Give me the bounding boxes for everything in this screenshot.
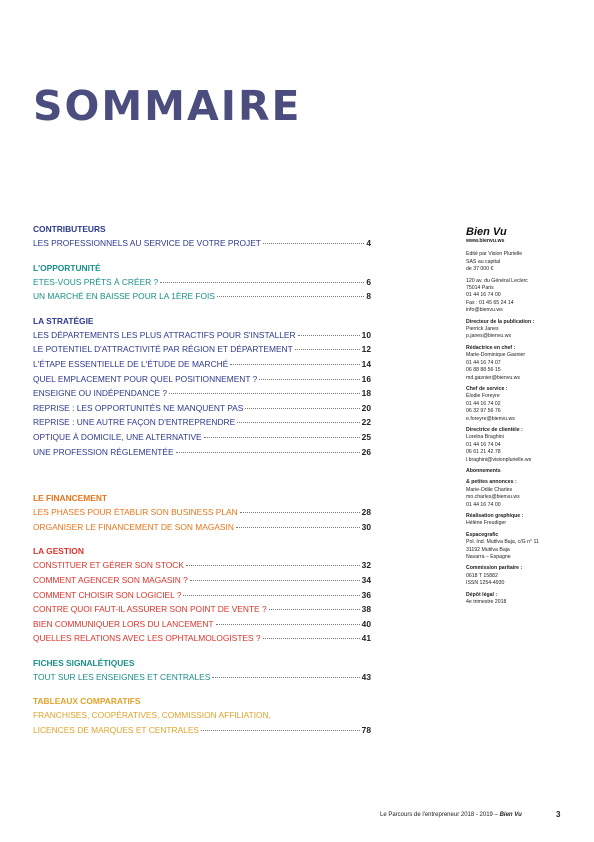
toc-section [33, 314, 371, 459]
entry-title: COMMENT CHOISIR SON LOGICIEL ? [33, 589, 182, 600]
entry-page: 20 [361, 402, 371, 413]
entry-page: 43 [361, 671, 371, 682]
masthead-line: 01 44 16 74 00 [466, 501, 501, 508]
toc-entry[interactable] [33, 445, 371, 460]
entry-page: 38 [361, 604, 371, 615]
toc-entry[interactable] [33, 342, 371, 357]
dot-leader [169, 393, 360, 394]
entry-page: 40 [361, 618, 371, 629]
page-number: 3 [556, 810, 561, 819]
section-title: FICHES SIGNALÉTIQUES [33, 657, 135, 668]
table-of-contents [33, 222, 371, 748]
toc-entry[interactable] [33, 430, 371, 445]
toc-entry[interactable] [33, 723, 371, 738]
masthead-label: Rédactrice en chef : [466, 344, 516, 351]
masthead-block [466, 532, 576, 562]
toc-entry[interactable] [33, 520, 371, 535]
dot-leader [259, 379, 359, 380]
entry-page: 16 [361, 373, 371, 384]
masthead-line: Navarra – Espagne [466, 554, 511, 561]
dot-leader [230, 364, 359, 365]
entry-page: 30 [361, 521, 371, 532]
section-spacer [33, 469, 371, 491]
toc-section [33, 694, 371, 737]
toc-entry[interactable] [33, 236, 371, 251]
masthead-block [466, 319, 576, 341]
entry-title: REPRISE : LES OPPORTUNITÉS NE MANQUENT PAS [33, 402, 244, 413]
masthead-block [466, 592, 576, 607]
toc-entry[interactable] [33, 275, 371, 290]
dot-leader [263, 243, 364, 244]
entry-page: 6 [366, 276, 371, 287]
section-title: L'OPPORTUNITÉ [33, 262, 101, 273]
masthead-line: 01 44 16 74 00 [466, 292, 501, 299]
dot-leader [217, 296, 364, 297]
entry-title: FRANCHISES, COOPÉRATIVES, COMMISSION AFFILIATION, [33, 710, 271, 721]
entry-page: 14 [361, 358, 371, 369]
toc-entry[interactable] [33, 670, 371, 685]
entry-title: BIEN COMMUNIQUER LORS DU LANCEMENT [33, 618, 214, 629]
toc-entry[interactable] [33, 357, 371, 372]
masthead-line: Pol. Ind. Mutilva Baja, c/G n° 11 [466, 539, 539, 546]
masthead-sidebar [466, 226, 576, 610]
entry-page: 8 [366, 291, 371, 302]
masthead-line: 4e trimestre 2018 [466, 599, 507, 606]
masthead-label: Réalisation graphique : [466, 513, 524, 519]
section-title: CONTRIBUTEURS [33, 224, 106, 234]
masthead-line: ISSN 1254-4930 [466, 580, 505, 587]
entry-page: 34 [361, 574, 371, 585]
dot-leader [269, 609, 360, 610]
masthead-block [466, 565, 576, 587]
masthead-line: p.janes@bienvu.ws [466, 333, 512, 340]
masthead-block [466, 251, 576, 273]
masthead-line: e.foreyre@bienvu.ws [466, 415, 515, 422]
masthead-line: 01 44 16 74 07 [466, 359, 501, 366]
footer [380, 812, 522, 818]
masthead-line: de 37 000 € [466, 266, 494, 273]
entry-title: QUELLES RELATIONS AVEC LES OPHTALMOLOGISTES ? [33, 633, 261, 644]
toc-entry[interactable] [33, 372, 371, 387]
toc-section [33, 656, 371, 685]
dot-leader [240, 512, 360, 513]
masthead-label: & petites annonces : [466, 479, 517, 486]
toc-entry[interactable] [33, 631, 371, 646]
dot-leader [212, 677, 359, 678]
dot-leader [237, 422, 360, 423]
masthead-line: 120 av. du Général Leclerc [466, 277, 528, 284]
masthead-block [466, 427, 576, 464]
entry-title: LES PHASES POUR ÉTABLIR SON BUSINESS PLAN [33, 507, 238, 518]
masthead-label: Chef de service : [466, 385, 508, 392]
masthead-block [466, 479, 576, 509]
masthead-line: Fax : 01 45 65 24 14 [466, 299, 514, 306]
masthead-line: Edité par Vision Plurielle [466, 251, 523, 258]
entry-title: UN MARCHÉ EN BAISSE POUR LA 1ÈRE FOIS [33, 291, 215, 302]
dot-leader [295, 349, 360, 350]
masthead-label: Directrice de clientèle : [466, 426, 523, 433]
dot-leader [263, 638, 360, 639]
masthead-block [466, 468, 576, 475]
section-title: TABLEAUX COMPARATIFS [33, 696, 141, 707]
entry-page: 41 [361, 633, 371, 644]
entry-title: CONTRE QUOI FAUT-IL ASSURER SON POINT DE VENTE ? [33, 604, 267, 615]
masthead-label: Directeur de la publication : [466, 318, 535, 325]
masthead-line: Marie-Odile Charles [466, 486, 513, 493]
toc-entry[interactable] [33, 328, 371, 343]
masthead-line: 06 88 88 56 15 [466, 367, 501, 374]
entry-title: CONSTITUER ET GÉRER SON STOCK [33, 560, 184, 571]
page-title: SOMMAIRE [33, 82, 302, 130]
dot-leader [298, 335, 360, 336]
masthead-line: l.braghini@visionplurielle.ws [466, 456, 532, 463]
entry-title: ETES-VOUS PRÊTS À CRÉER ? [33, 276, 159, 287]
entry-page: 32 [361, 560, 371, 571]
toc-entry[interactable] [33, 415, 371, 430]
entry-title: OPTIQUE À DOMICILE, UNE ALTERNATIVE [33, 431, 202, 442]
dot-leader [186, 565, 360, 566]
masthead-line: Pierrick Janes [466, 326, 499, 333]
masthead-line: 01 44 16 74 04 [466, 441, 501, 448]
entry-page: 10 [361, 329, 371, 340]
masthead-line: Lorelna Braghini [466, 434, 504, 441]
entry-title: LES PROFESSIONNELS AU SERVICE DE VOTRE PROJET [33, 238, 261, 248]
logo: Bien Vu [466, 226, 507, 238]
entry-title: UNE PROFESSION RÉGLEMENTÉE [33, 446, 174, 457]
entry-title: LE POTENTIEL D'ATTRACTIVITÉ PAR RÉGION ET DÉPARTEMENT [33, 344, 293, 355]
entry-title: REPRISE : UNE AUTRE FAÇON D'ENTREPRENDRE [33, 417, 236, 428]
toc-section [33, 222, 371, 251]
dot-leader [216, 624, 360, 625]
entry-title: ENSEIGNE OU INDÉPENDANCE ? [33, 388, 168, 399]
dot-leader [183, 595, 359, 596]
toc-entry[interactable] [33, 558, 371, 573]
dot-leader [201, 730, 360, 731]
entry-title: TOUT SUR LES ENSEIGNES ET CENTRALES [33, 671, 211, 682]
toc-entry[interactable] [33, 602, 371, 617]
entry-page: 12 [361, 344, 371, 355]
masthead-label: Abonnements [466, 467, 501, 474]
masthead-block [466, 278, 576, 315]
section-title: LE FINANCEMENT [33, 493, 107, 504]
entry-page: 22 [361, 417, 371, 428]
toc-entry[interactable] [33, 386, 371, 401]
masthead-line: Hélène Freudiger [466, 520, 507, 527]
website: www.bienvu.ws [466, 238, 505, 244]
toc-entry[interactable] [33, 588, 371, 603]
toc-section [33, 261, 371, 304]
toc-entry[interactable] [33, 401, 371, 416]
entry-page: 36 [361, 589, 371, 600]
entry-page: 25 [361, 431, 371, 442]
masthead-label: Espacegrafic [466, 531, 499, 538]
masthead-line: mo.charles@bienvu.ws [466, 494, 520, 501]
masthead-line: SAS au capital [466, 258, 501, 265]
entry-title: QUEL EMPLACEMENT POUR QUEL POSITIONNEMENT ? [33, 373, 258, 384]
entry-title: LES DÉPARTEMENTS LES PLUS ATTRACTIFS POUR S'INSTALLER [33, 329, 296, 340]
entry-page: 26 [361, 446, 371, 457]
toc-entry[interactable] [33, 708, 371, 723]
dot-leader [190, 580, 360, 581]
masthead-line: 06 32 97 56 76 [466, 408, 501, 415]
masthead-line: Élodie Foreyre [466, 393, 500, 400]
toc-section [33, 544, 371, 646]
masthead-block [466, 386, 576, 423]
masthead-block [466, 513, 576, 528]
entry-page: 78 [361, 725, 371, 736]
masthead-line: 0618 T 15882 [466, 572, 498, 579]
masthead-line: md.gasnier@bienvu.ws [466, 374, 520, 381]
entry-page: 28 [361, 507, 371, 518]
dot-leader [236, 527, 360, 528]
toc-entry[interactable] [33, 289, 371, 304]
footer-text: Le Parcours de l'entrepreneur 2018 - 2019 – [380, 812, 498, 818]
masthead-line: 06 61 21 42 78 [466, 449, 501, 456]
entry-page: 4 [366, 238, 371, 248]
entry-title: ORGANISER LE FINANCEMENT DE SON MAGASIN [33, 521, 234, 532]
section-title: LA STRATÉGIE [33, 315, 94, 326]
masthead-line: info@bienvu.ws [466, 307, 503, 314]
masthead-line: 01 44 16 74 02 [466, 400, 501, 407]
entry-title: L'ÉTAPE ESSENTIELLE DE L'ÉTUDE DE MARCHÉ [33, 358, 229, 369]
dot-leader [204, 437, 360, 438]
toc-section [33, 491, 371, 534]
section-title: LA GESTION [33, 546, 84, 557]
dot-leader [160, 282, 364, 283]
entry-title: COMMENT AGENCER SON MAGASIN ? [33, 574, 188, 585]
masthead-label: Dépôt légal : [466, 591, 498, 598]
dot-leader [245, 408, 359, 409]
toc-entry[interactable] [33, 573, 371, 588]
masthead-line: 75014 Paris [466, 285, 494, 292]
toc-entry[interactable] [33, 505, 371, 520]
masthead-line: 31192 Mutilva Baja [466, 546, 510, 553]
toc-entry[interactable] [33, 617, 371, 632]
masthead-label: Commission paritaire : [466, 565, 523, 572]
entry-page: 18 [361, 388, 371, 399]
masthead-line: Marie-Dominique Gasnier [466, 352, 526, 359]
masthead-block [466, 345, 576, 382]
footer-brand: Bien Vu [499, 812, 522, 818]
entry-title: LICENCES DE MARQUES ET CENTRALES [33, 725, 199, 736]
dot-leader [176, 452, 360, 453]
